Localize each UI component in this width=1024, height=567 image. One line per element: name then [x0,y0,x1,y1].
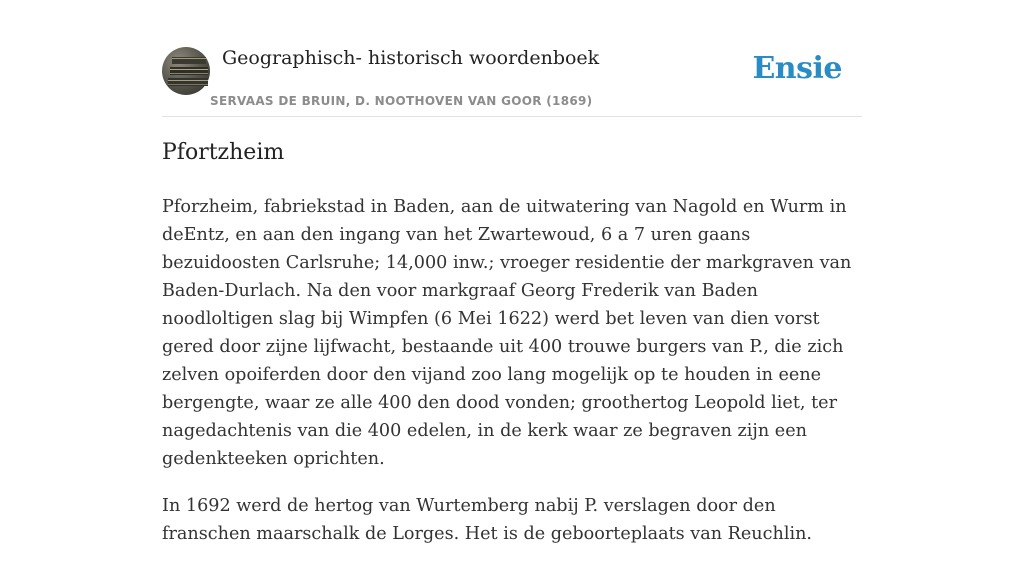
book-spines-icon [162,47,210,95]
entry-paragraph: Pforzheim, fabriekstad in Baden, aan de uitwatering van Nagold en Wurm in deEntz, en aan den ingang van het Zwartewoud, 6 a 7 uren gaans bezuidoosten Carlsruhe; 14,000 inw.; vroeger residentie der markgraven van Baden-Durlach. Na den voor markgraaf Georg Frederik van Baden noodloltigen slag bij Wimpfen (6 Mei 1622) werd bet leven van dien vorst gered door zijne lijfwacht, bestaande uit 400 trouwe burgers van P., die zich zelven opoiferden door den vijand zoo lang mogelijk op te houden in eene bergengte, waar ze alle 400 den dood vonden; groothertog Leopold liet, ter nagedachtenis van die 400 edelen, in de kerk waar ze begraven zijn een gedenkteeken oprichten. [162,197,852,469]
book-title[interactable]: Geographisch- historisch woordenboek [222,47,600,69]
book-header [162,44,862,117]
entry-paragraph: In 1692 werd de hertog van Wurtemberg nabij P. verslagen door den franschen maarschalk de Lorges. Het is de geboorteplaats van Reuchlin. [162,496,812,544]
entry-title: Pfortzheim [162,140,285,165]
book-author: SERVAAS DE BRUIN, D. NOOTHOVEN VAN GOOR (1869) [210,94,593,108]
book-cover-image[interactable] [162,47,210,95]
ensie-logo[interactable]: Ensie [752,51,842,86]
entry-body [162,193,862,567]
